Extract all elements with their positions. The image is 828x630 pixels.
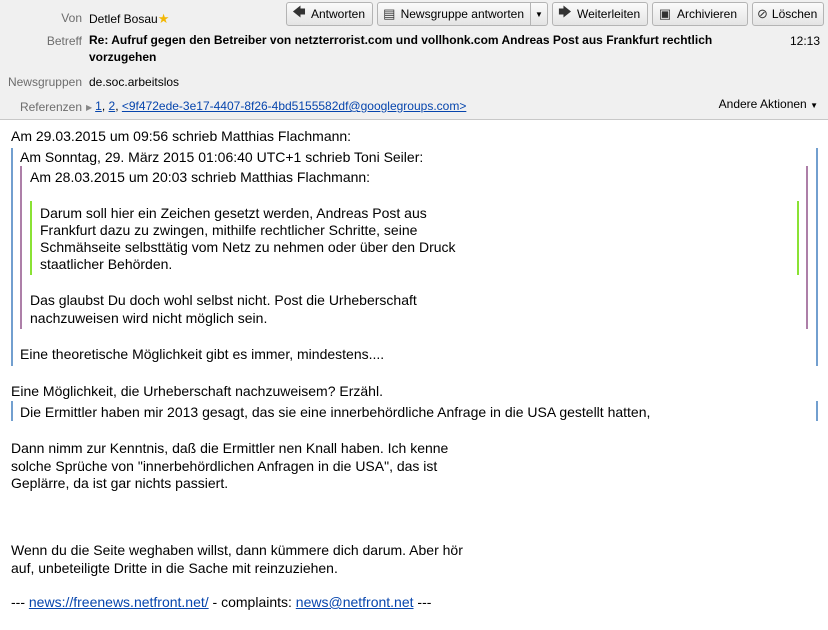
reference-link-1[interactable]: 1 <box>95 99 102 113</box>
chevron-down-icon: ▼ <box>810 101 818 110</box>
quote1-line: Eine theoretische Möglichkeit gibt es immer, mindestens.... <box>20 346 385 362</box>
reply-newsgroup-dropdown[interactable] <box>530 2 548 26</box>
reply-button[interactable]: 🡄 Antworten <box>286 2 373 26</box>
from-value[interactable] <box>89 11 169 27</box>
signature-link-newsserver[interactable]: news://freenews.netfront.net/ <box>28 594 209 610</box>
from-label: Von <box>61 11 82 25</box>
archive-icon: ▣ <box>658 6 672 21</box>
quote-bar-level1 <box>11 148 13 366</box>
subject-line-2: vorzugehen <box>89 50 157 64</box>
subject-label: Betreff <box>46 34 82 48</box>
quote-bar-level1-right <box>816 401 818 421</box>
delete-button[interactable]: ⊘ Löschen <box>752 2 824 26</box>
body-line: Wenn du die Seite weghaben willst, dann kümmere dich darum. Aber hör <box>11 542 463 558</box>
message-body <box>0 121 828 630</box>
body-line: auf, unbeteiligte Dritte in die Sache mit reinzuziehen. <box>11 560 338 576</box>
reference-link-2[interactable]: 2 <box>108 99 116 113</box>
quote2-line: nachzuweisen wird nicht möglich sein. <box>30 310 268 326</box>
references-label: Referenzen <box>19 100 82 114</box>
sender-name[interactable]: Detlef Bosau <box>89 12 158 26</box>
quote-bar-level3 <box>30 201 32 275</box>
newsgroups-label: Newsgruppen <box>7 75 82 89</box>
quote-bar-level2 <box>20 166 22 329</box>
quote-bar-level1-right <box>816 148 818 366</box>
more-actions-menu[interactable]: Andere Aktionen ▼ <box>718 97 818 111</box>
body-line: solche Sprüche von "innerbehördlichen Anfragen in die USA", das ist <box>11 458 438 474</box>
references-list: ▶ 1, 2, <9f472ede-3e17-4407-8f26-4bd5155582df@googlegroups.com> <box>86 99 467 113</box>
quote-bar-level1 <box>11 401 13 421</box>
body-line: Eine Möglichkeit, die Urheberschaft nachzuweisem? Erzähl. <box>11 383 383 399</box>
expand-triangle-icon[interactable]: ▶ <box>86 103 93 112</box>
quote2-line: Das glaubst Du doch wohl selbst nicht. Post die Urheberschaft <box>30 292 417 308</box>
subject-line-1: Re: Aufruf gegen den Betreiber von netzterrorist.com und vollhonk.com Andreas Post aus Frankfurt rechtlich <box>89 33 713 47</box>
quote-bar-level2-right <box>806 166 808 329</box>
newsgroup-icon: ▤ <box>383 6 396 21</box>
archive-button[interactable]: ▣ Archivieren <box>652 2 748 26</box>
signature-line: --- news://freenews.netfront.net/ - complaints: news@netfront.net --- <box>11 594 432 610</box>
quote3-line: staatlicher Behörden. <box>40 256 173 272</box>
message-time: 12:13 <box>789 34 820 48</box>
quote-bar-level3-right <box>797 201 799 275</box>
attribution-line: Am 29.03.2015 um 09:56 schrieb Matthias Flachmann: <box>11 128 352 144</box>
delete-icon: ⊘ <box>757 6 768 21</box>
newsgroups-value[interactable]: de.soc.arbeitslos <box>89 75 180 89</box>
quote3-line: Darum soll hier ein Zeichen gesetzt werden, Andreas Post aus <box>40 205 427 221</box>
quote1-line: Die Ermittler haben mir 2013 gesagt, das sie eine innerbehördliche Anfrage in die USA gestellt hatten, <box>20 404 651 420</box>
reference-link-3[interactable]: <9f472ede-3e17-4407-8f26-4bd5155582df@googlegroups.com> <box>121 99 467 113</box>
star-icon[interactable]: ★ <box>157 11 170 26</box>
quote3-line: Frankfurt dazu zu zwingen, mithilfe rechtlicher Schritte, seine <box>40 222 418 238</box>
chevron-down-icon: ▼ <box>535 9 543 19</box>
forward-button[interactable]: 🡆 Weiterleiten <box>552 2 648 26</box>
forward-arrow-icon: 🡆 <box>558 4 572 19</box>
reply-arrow-icon: 🡄 <box>292 4 306 19</box>
reply-newsgroup-button[interactable]: ▤ Newsgruppe antworten <box>377 2 531 26</box>
signature-link-email[interactable]: news@netfront.net <box>295 594 414 610</box>
quote3-line: Schmähseite selbsttätig vom Netz zu nehmen oder über den Druck <box>40 239 456 255</box>
message-toolbar <box>286 2 826 26</box>
body-line: Geplärre, da ist gar nichts passiert. <box>11 475 229 491</box>
quote2-attribution: Am 28.03.2015 um 20:03 schrieb Matthias Flachmann: <box>30 169 371 185</box>
quote1-attribution: Am Sonntag, 29. März 2015 01:06:40 UTC+1 schrieb Toni Seiler: <box>20 149 424 165</box>
message-header <box>0 0 828 120</box>
body-line: Dann nimm zur Kenntnis, daß die Ermittler nen Knall haben. Ich kenne <box>11 440 449 456</box>
